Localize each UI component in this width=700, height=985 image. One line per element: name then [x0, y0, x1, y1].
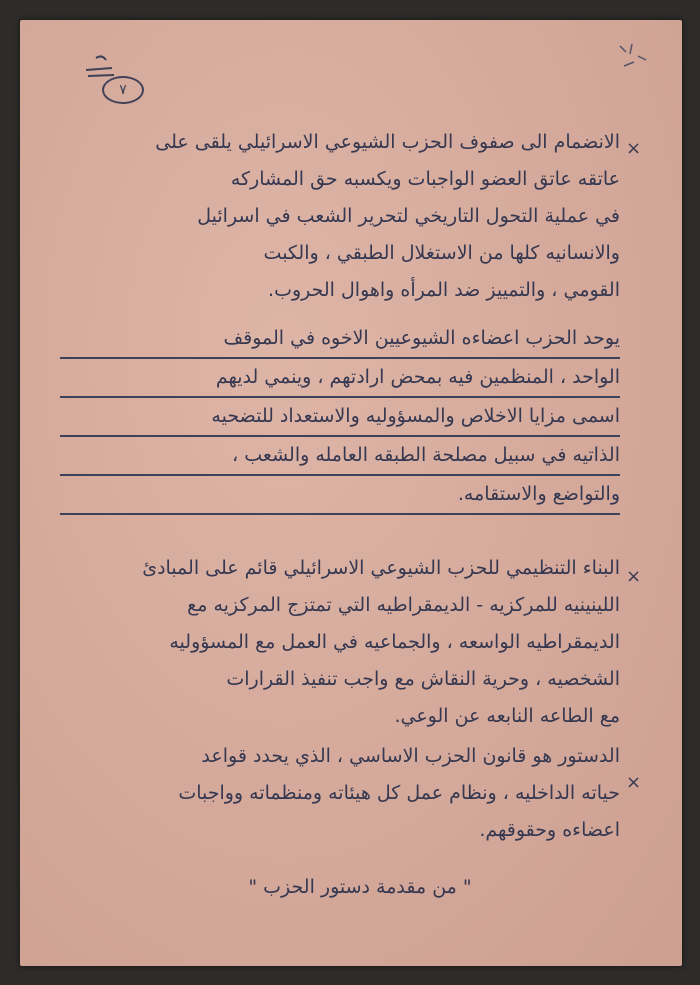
- text-line: الديمقراطيه الواسعه ، والجماعيه في العمل مع المسؤوليه: [169, 631, 620, 653]
- page-number-text: ٧: [119, 82, 127, 98]
- text-line: في عملية التحول التاريخي لتحرير الشعب في اسرائيل: [197, 205, 620, 227]
- paragraph-1: [60, 124, 620, 309]
- text-line: البناء التنظيمي للحزب الشيوعي الاسرائيلي قائم على المبادئ: [142, 557, 620, 579]
- page-number: [102, 76, 144, 104]
- text-line: يوحد الحزب اعضاءه الشيوعيين الاخوه في الموقف: [60, 320, 620, 359]
- text-line: والتواضع والاستقامه.: [60, 476, 620, 515]
- text-line: الدستور هو قانون الحزب الاساسي ، الذي يحدد قواعد: [201, 745, 620, 767]
- text-line: اعضاءه وحقوقهم.: [479, 819, 620, 841]
- text-line: اسمى مزايا الاخلاص والمسؤوليه والاستعداد للتضحيه: [60, 398, 620, 437]
- text-line: الشخصيه ، وحرية النقاش مع واجب تنفيذ القرارات: [226, 668, 620, 690]
- text-line: الواحد ، المنظمين فيه بمحض ارادتهم ، وينمي لديهم: [60, 359, 620, 398]
- paragraph-3: [60, 550, 620, 735]
- paragraph-2: [60, 320, 620, 515]
- text-line: الذاتيه في سبيل مصلحة الطبقه العامله والشعب ،: [60, 437, 620, 476]
- text-line: مع الطاعه النابعه عن الوعي.: [394, 705, 620, 727]
- text-line: الانضمام الى صفوف الحزب الشيوعي الاسرائيلي يلقى على: [155, 131, 620, 153]
- paper-sheet: [20, 20, 682, 966]
- corner-scribble-icon: [612, 38, 652, 78]
- paragraph-4: [60, 738, 620, 849]
- text-line: حياته الداخليه ، ونظام عمل كل هيئاته ومنظماته وواجبات: [178, 782, 620, 804]
- text-line: اللينينيه للمركزيه - الديمقراطيه التي تمتزج المركزيه مع: [187, 594, 620, 616]
- bullet-mark-1: ×: [626, 138, 642, 159]
- bullet-mark-3: ×: [626, 772, 642, 793]
- text-line: عاتقه عاتق العضو الواجبات ويكسبه حق المشاركه: [230, 168, 620, 190]
- citation: " من مقدمة دستور الحزب ": [248, 876, 472, 898]
- text-line: القومي ، والتمييز ضد المرأه واهوال الحروب.: [268, 279, 620, 301]
- text-line: والانسانيه كلها من الاستغلال الطبقي ، والكبت: [263, 242, 620, 264]
- bullet-mark-2: ×: [626, 566, 642, 587]
